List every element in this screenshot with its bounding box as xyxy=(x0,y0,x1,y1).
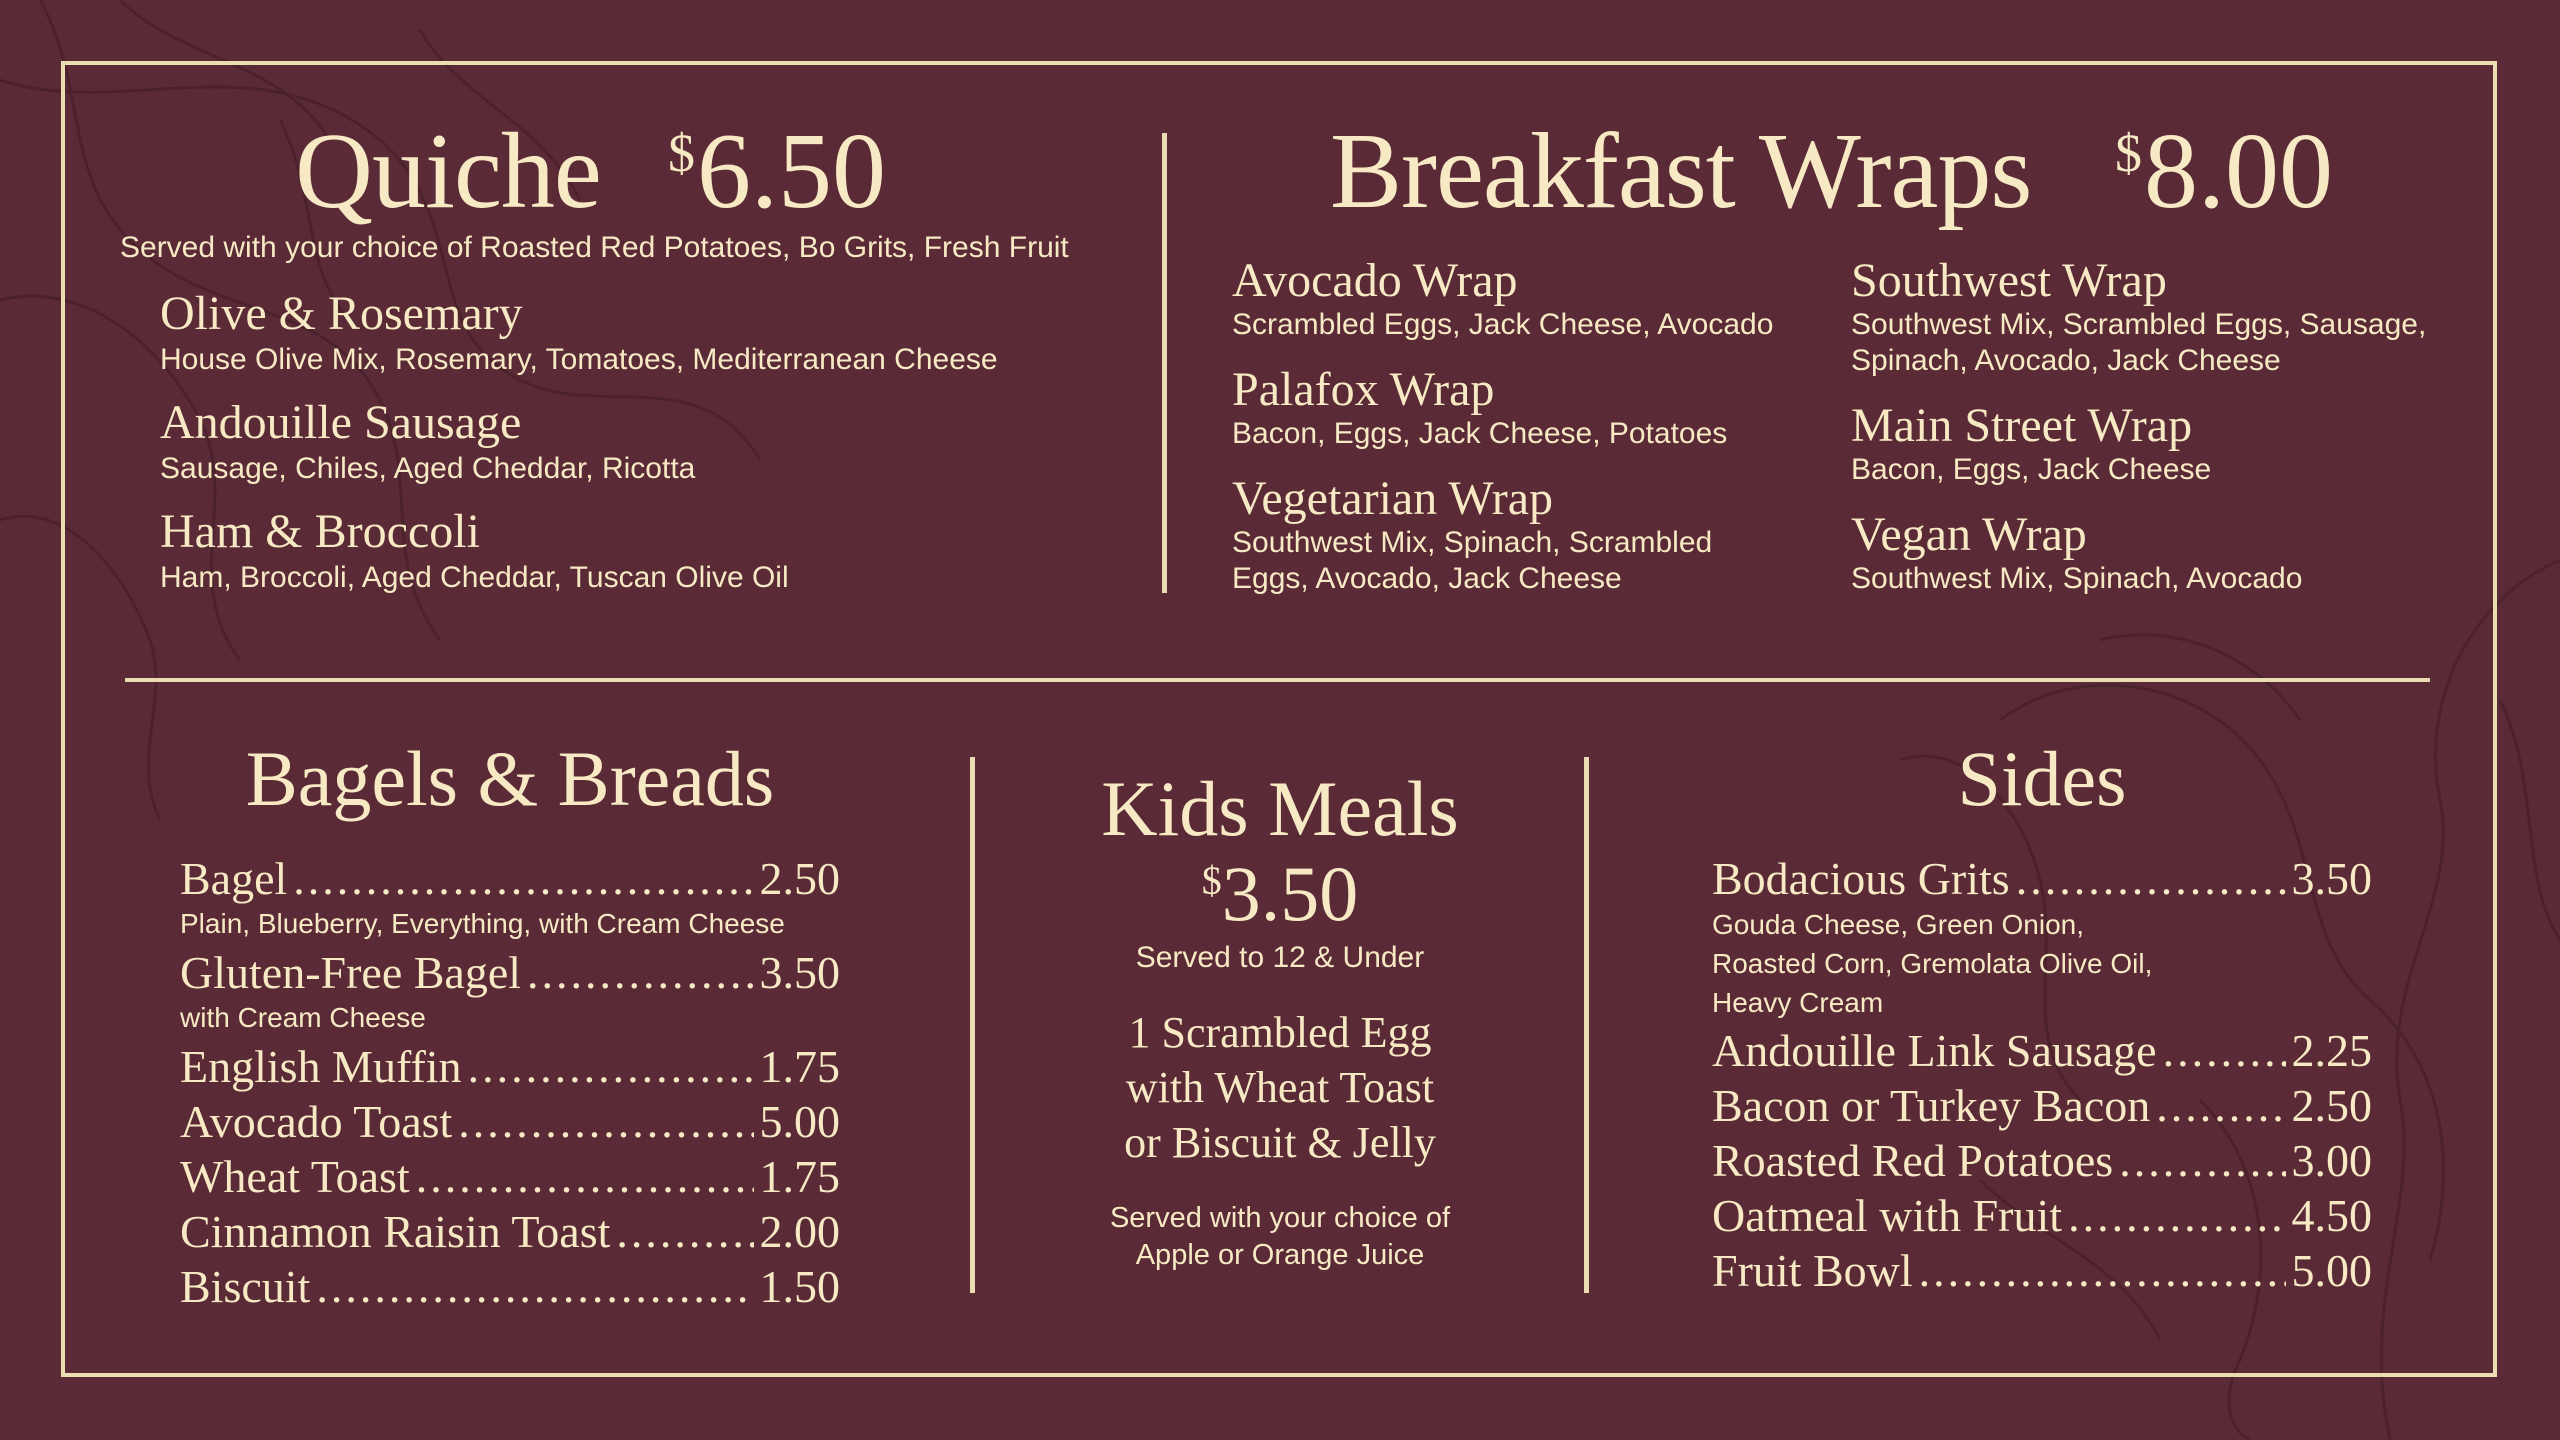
item-name: Vegetarian Wrap xyxy=(1232,472,1554,525)
item-name: Andouille Link Sausage xyxy=(1712,1025,2157,1076)
leader-dots xyxy=(468,1044,754,1090)
note-line: Apple or Orange Juice xyxy=(1135,1239,1425,1271)
leader-dots xyxy=(2163,1028,2286,1074)
item-price: 2.50 xyxy=(759,853,840,904)
item-price: 2.00 xyxy=(759,1206,840,1257)
item-price: 1.75 xyxy=(759,1041,840,1092)
price-row xyxy=(180,1096,840,1147)
item-description: Sausage, Chiles, Aged Cheddar, Ricotta xyxy=(160,452,696,485)
kids-price-value: 3.50 xyxy=(1221,850,1359,937)
kids-price xyxy=(1000,850,1560,937)
price-row xyxy=(1712,1080,2372,1131)
item-price: 3.50 xyxy=(759,947,840,998)
item-price: 1.50 xyxy=(759,1261,840,1312)
wrap-item xyxy=(1851,399,2451,488)
quiche-subtitle: Served with your choice of Roasted Red Potatoes, Bo Grits, Fresh Fruit xyxy=(120,231,1069,264)
price-row xyxy=(1712,1025,2372,1076)
note-line: Served with your choice of xyxy=(1109,1202,1451,1234)
leader-dots xyxy=(2068,1193,2285,1239)
item-name: Bagel xyxy=(180,853,288,904)
price-row xyxy=(1712,853,2372,904)
leader-dots xyxy=(2156,1083,2285,1129)
leader-dots xyxy=(316,1264,753,1310)
wraps-price-value: 8.00 xyxy=(2144,112,2333,231)
price-row xyxy=(180,1261,840,1312)
item-name: Bodacious Grits xyxy=(1712,853,2010,904)
item-description: Southwest Mix, Spinach, Avocado xyxy=(1851,562,2303,595)
quiche-price-value: 6.50 xyxy=(697,112,886,231)
item-name: Wheat Toast xyxy=(180,1151,410,1202)
item-description: Scrambled Eggs, Jack Cheese, Avocado xyxy=(1232,308,1774,341)
item-name: Vegan Wrap xyxy=(1851,508,2087,561)
price-row xyxy=(180,947,840,998)
currency-symbol: $ xyxy=(2115,123,2142,183)
wrap-item xyxy=(1232,472,1772,597)
item-name: Olive & Rosemary xyxy=(160,287,523,340)
price-row xyxy=(1712,1245,2372,1296)
item-description: Bacon, Eggs, Jack Cheese xyxy=(1851,453,2212,486)
item-name: Bacon or Turkey Bacon xyxy=(1712,1080,2151,1131)
quiche-item xyxy=(160,287,1060,378)
wrap-item xyxy=(1232,254,1812,343)
item-description: with Cream Cheese xyxy=(180,1002,426,1033)
item-name: Gluten-Free Bagel xyxy=(180,947,522,998)
kids-title: Kids Meals xyxy=(1101,765,1459,852)
item-price: 3.50 xyxy=(2291,853,2372,904)
wrap-item xyxy=(1851,508,2451,597)
item-description: Ham, Broccoli, Aged Cheddar, Tuscan Olive Oil xyxy=(160,561,789,594)
kids-drink-note xyxy=(1000,1200,1560,1274)
leader-dots xyxy=(416,1154,754,1200)
leader-dots xyxy=(527,950,753,996)
item-name: Ham & Broccoli xyxy=(160,505,480,558)
currency-symbol: $ xyxy=(1201,858,1222,903)
item-price: 3.00 xyxy=(2291,1135,2372,1186)
leader-dots xyxy=(293,856,753,902)
meal-line: with Wheat Toast xyxy=(1125,1063,1435,1112)
item-name: English Muffin xyxy=(180,1041,462,1092)
bagels-title: Bagels & Breads xyxy=(245,735,775,822)
vertical-divider-bottom-right xyxy=(1584,757,1589,1293)
wraps-price xyxy=(2115,112,2333,231)
price-row xyxy=(180,1206,840,1257)
item-price: 2.25 xyxy=(2291,1025,2372,1076)
vertical-divider-top xyxy=(1162,133,1167,593)
item-name: Avocado Wrap xyxy=(1232,254,1518,307)
description-line: Gouda Cheese, Green Onion, xyxy=(1712,909,2085,940)
leader-dots xyxy=(2119,1138,2285,1184)
leader-dots xyxy=(616,1209,753,1255)
price-row xyxy=(1712,1190,2372,1241)
item-name: Southwest Wrap xyxy=(1851,254,2167,307)
item-price: 4.50 xyxy=(2291,1190,2372,1241)
item-price: 1.75 xyxy=(759,1151,840,1202)
item-price: 5.00 xyxy=(759,1096,840,1147)
item-name: Oatmeal with Fruit xyxy=(1712,1190,2063,1241)
wrap-item xyxy=(1851,254,2451,379)
item-description: House Olive Mix, Rosemary, Tomatoes, Mediterranean Cheese xyxy=(160,343,998,376)
item-name: Roasted Red Potatoes xyxy=(1712,1135,2114,1186)
item-name: Andouille Sausage xyxy=(160,396,522,449)
item-description xyxy=(1712,905,2152,1022)
meal-line: or Biscuit & Jelly xyxy=(1124,1118,1436,1167)
wraps-title: Breakfast Wraps xyxy=(1330,112,2032,231)
wrap-item xyxy=(1232,363,1812,452)
item-description: Bacon, Eggs, Jack Cheese, Potatoes xyxy=(1232,417,1728,450)
price-row xyxy=(180,853,840,904)
description-line: Heavy Cream xyxy=(1712,987,1884,1018)
quiche-item xyxy=(160,396,1060,487)
quiche-title: Quiche xyxy=(295,112,601,231)
item-description: Southwest Mix, Spinach, Scrambled Eggs, Avocado, Jack Cheese xyxy=(1232,526,1713,595)
leader-dots xyxy=(458,1099,753,1145)
quiche-item xyxy=(160,505,1060,596)
meal-line: 1 Scrambled Egg xyxy=(1128,1008,1432,1057)
item-name: Fruit Bowl xyxy=(1712,1245,1913,1296)
item-name: Palafox Wrap xyxy=(1232,363,1495,416)
sides-title: Sides xyxy=(1957,735,2127,822)
price-row xyxy=(1712,1135,2372,1186)
horizontal-divider xyxy=(125,678,2430,682)
vertical-divider-bottom-left xyxy=(970,757,975,1293)
kids-meal-description xyxy=(1000,1005,1560,1170)
item-name: Cinnamon Raisin Toast xyxy=(180,1206,611,1257)
item-description: Southwest Mix, Scrambled Eggs, Sausage, Spinach, Avocado, Jack Cheese xyxy=(1851,308,2427,377)
item-price: 2.50 xyxy=(2291,1080,2372,1131)
item-name: Biscuit xyxy=(180,1261,311,1312)
currency-symbol: $ xyxy=(668,123,695,183)
price-row xyxy=(180,1151,840,1202)
item-name: Avocado Toast xyxy=(180,1096,453,1147)
item-description: Plain, Blueberry, Everything, with Cream Cheese xyxy=(180,908,785,939)
leader-dots xyxy=(1919,1248,2286,1294)
item-price: 5.00 xyxy=(2291,1245,2372,1296)
description-line: Roasted Corn, Gremolata Olive Oil, xyxy=(1712,948,2153,979)
item-name: Main Street Wrap xyxy=(1851,399,2193,452)
price-row xyxy=(180,1041,840,1092)
leader-dots xyxy=(2016,856,2286,902)
quiche-price xyxy=(668,112,886,231)
kids-age-note: Served to 12 & Under xyxy=(1135,941,1425,974)
